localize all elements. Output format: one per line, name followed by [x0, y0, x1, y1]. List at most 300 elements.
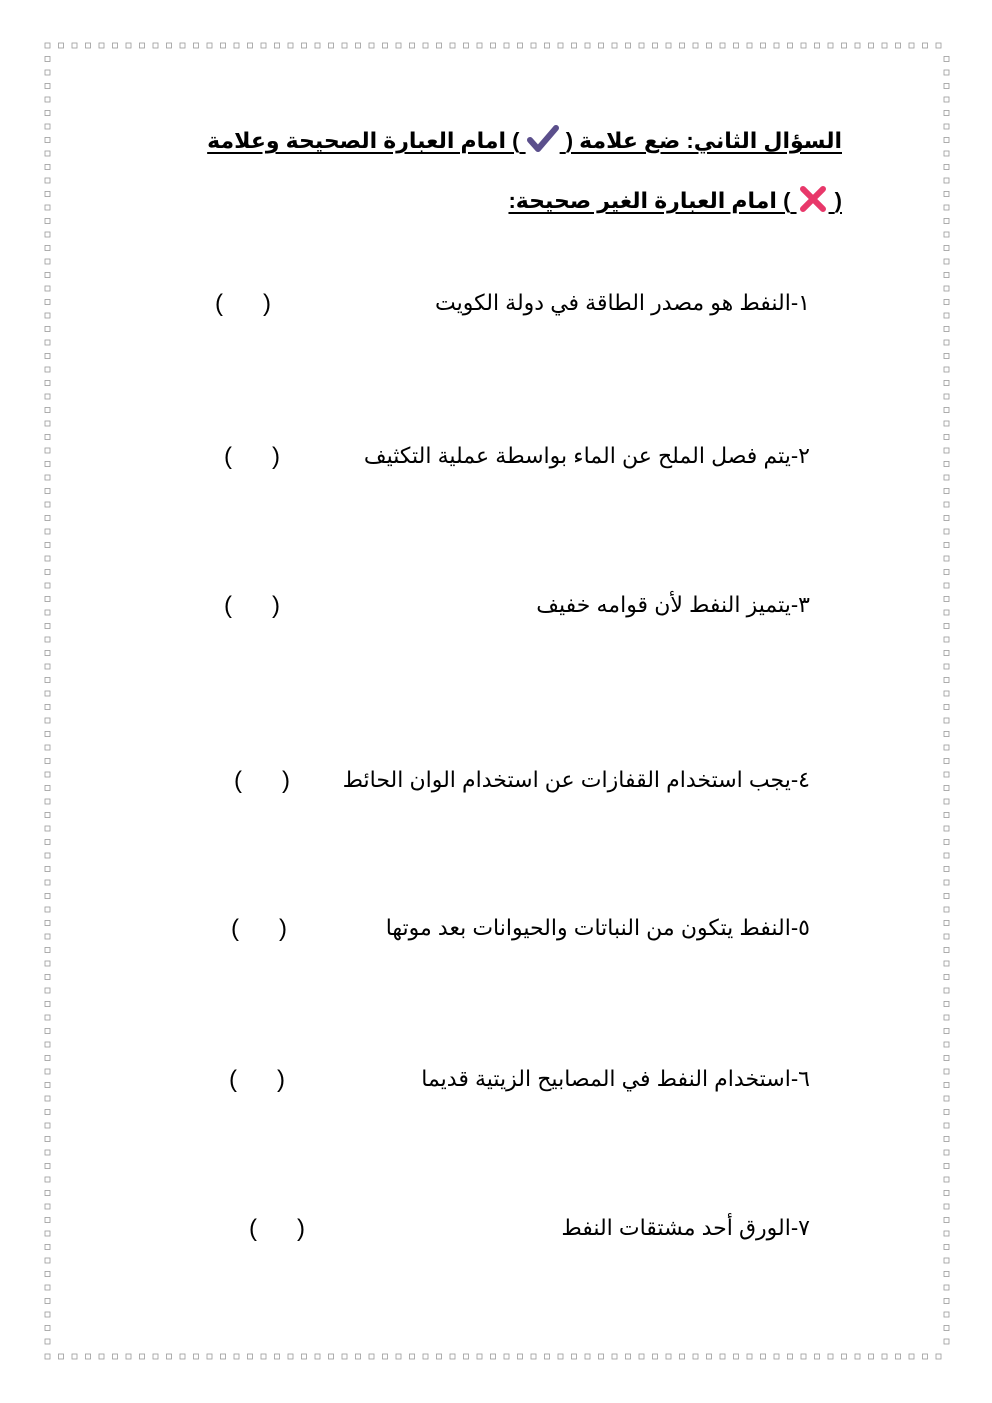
- border-dot: [944, 1204, 949, 1209]
- border-dot: [491, 43, 496, 48]
- border-dot: [45, 192, 50, 197]
- border-dot: [944, 502, 949, 507]
- border-dot: [45, 286, 50, 291]
- border-dot: [45, 1029, 50, 1034]
- border-dot: [944, 313, 949, 318]
- border-dot: [45, 840, 50, 845]
- border-dot: [944, 745, 949, 750]
- border-dot: [774, 1354, 779, 1359]
- border-dot: [126, 43, 131, 48]
- border-dot: [815, 1354, 820, 1359]
- question-2: ٢-يتم فصل الملح عن الماء بواسطة عملية التكثيف: [363, 443, 810, 468]
- border-dot: [45, 111, 50, 116]
- border-dot: [45, 354, 50, 359]
- border-dot: [545, 1354, 550, 1359]
- border-dot: [45, 651, 50, 656]
- border-dot: [869, 43, 874, 48]
- border-dot: [531, 1354, 536, 1359]
- border-dot: [302, 1354, 307, 1359]
- border-dot: [558, 43, 563, 48]
- border-dot: [923, 43, 928, 48]
- border-dot: [45, 408, 50, 413]
- border-dot: [180, 1354, 185, 1359]
- border-dot: [944, 1231, 949, 1236]
- border-dot: [45, 624, 50, 629]
- border-dot: [410, 43, 415, 48]
- border-dot: [639, 1354, 644, 1359]
- border-dot: [45, 1083, 50, 1088]
- border-dot: [944, 948, 949, 953]
- border-dot: [531, 43, 536, 48]
- border-dot: [45, 556, 50, 561]
- border-dot: [944, 219, 949, 224]
- question-3: ٣-يتميز النفط لأن قوامه خفيف: [536, 592, 810, 617]
- border-dot: [944, 421, 949, 426]
- border-dot: [167, 43, 172, 48]
- border-dot: [944, 1285, 949, 1290]
- border-dot: [944, 327, 949, 332]
- border-dot: [518, 1354, 523, 1359]
- border-dot: [45, 70, 50, 75]
- border-dot: [653, 1354, 658, 1359]
- border-dot: [45, 948, 50, 953]
- border-dot: [707, 43, 712, 48]
- border-dot: [45, 178, 50, 183]
- border-dot: [734, 1354, 739, 1359]
- border-dot: [45, 1150, 50, 1155]
- border-dot: [491, 1354, 496, 1359]
- border-dot: [653, 43, 658, 48]
- border-dot: [944, 70, 949, 75]
- border-dot: [909, 43, 914, 48]
- border-dot: [45, 394, 50, 399]
- answer-box-2[interactable]: ( ): [224, 443, 280, 470]
- border-dot: [194, 1354, 199, 1359]
- border-dot: [356, 1354, 361, 1359]
- border-dot: [944, 1029, 949, 1034]
- border-dot: [383, 1354, 388, 1359]
- border-dot: [45, 57, 50, 62]
- border-dot: [45, 97, 50, 102]
- border-dot: [599, 43, 604, 48]
- border-dot: [45, 1354, 50, 1359]
- border-dot: [45, 813, 50, 818]
- border-dot: [944, 934, 949, 939]
- border-dot: [45, 165, 50, 170]
- border-dot: [153, 43, 158, 48]
- border-dot: [558, 1354, 563, 1359]
- border-dot: [342, 1354, 347, 1359]
- border-dot: [45, 1218, 50, 1223]
- border-dot: [45, 529, 50, 534]
- border-dot: [126, 1354, 131, 1359]
- border-dot: [45, 921, 50, 926]
- border-dot: [113, 43, 118, 48]
- border-dot: [944, 1096, 949, 1101]
- border-dot: [585, 43, 590, 48]
- border-dot: [944, 178, 949, 183]
- border-dot: [944, 165, 949, 170]
- border-dot: [45, 826, 50, 831]
- border-dot: [761, 1354, 766, 1359]
- border-dot: [944, 772, 949, 777]
- border-dot: [944, 543, 949, 548]
- border-dot: [45, 597, 50, 602]
- border-dot: [45, 786, 50, 791]
- border-dot: [545, 43, 550, 48]
- border-dot: [944, 1069, 949, 1074]
- border-dot: [45, 678, 50, 683]
- border-dot: [180, 43, 185, 48]
- border-dot: [944, 1110, 949, 1115]
- border-dot: [944, 583, 949, 588]
- border-dot: [944, 1042, 949, 1047]
- border-dot: [944, 192, 949, 197]
- border-dot: [383, 43, 388, 48]
- border-dot: [585, 1354, 590, 1359]
- border-dot: [45, 543, 50, 548]
- question-6: ٦-استخدام النفط في المصابيح الزيتية قديما: [421, 1066, 810, 1091]
- border-dot: [944, 664, 949, 669]
- instruction-line-2-start: (: [834, 187, 842, 213]
- border-dot: [45, 462, 50, 467]
- border-dot: [45, 759, 50, 764]
- border-dot: [396, 1354, 401, 1359]
- border-dot: [45, 502, 50, 507]
- border-dot: [45, 381, 50, 386]
- border-dot: [45, 1272, 50, 1277]
- border-dot: [944, 367, 949, 372]
- border-dot: [45, 1191, 50, 1196]
- border-dot: [329, 1354, 334, 1359]
- border-dot: [944, 489, 949, 494]
- border-dot: [944, 1272, 949, 1277]
- border-dot: [944, 138, 949, 143]
- border-dot: [410, 1354, 415, 1359]
- border-dot: [944, 1123, 949, 1128]
- border-dot: [944, 732, 949, 737]
- border-dot: [680, 1354, 685, 1359]
- border-dot: [599, 1354, 604, 1359]
- border-dot: [944, 921, 949, 926]
- border-dot: [99, 1354, 104, 1359]
- border-dot: [944, 651, 949, 656]
- answer-box-3[interactable]: ( ): [224, 592, 280, 619]
- border-dot: [944, 1299, 949, 1304]
- border-dot: [693, 43, 698, 48]
- border-dot: [944, 232, 949, 237]
- border-dot: [45, 732, 50, 737]
- border-dot: [842, 1354, 847, 1359]
- border-dot: [944, 678, 949, 683]
- border-dot: [842, 43, 847, 48]
- page-border: [44, 42, 950, 1360]
- border-dot: [221, 43, 226, 48]
- border-dot: [944, 624, 949, 629]
- border-dot: [248, 43, 253, 48]
- border-dot: [45, 421, 50, 426]
- answer-box-5[interactable]: ( ): [231, 915, 287, 942]
- border-dot: [944, 961, 949, 966]
- border-dot: [572, 43, 577, 48]
- border-dot: [944, 1177, 949, 1182]
- border-dot: [944, 786, 949, 791]
- border-dot: [855, 43, 860, 48]
- border-dot: [828, 43, 833, 48]
- border-dot: [944, 394, 949, 399]
- border-dot: [45, 232, 50, 237]
- border-dot: [329, 43, 334, 48]
- border-dot: [369, 1354, 374, 1359]
- border-dot: [944, 610, 949, 615]
- instruction-line-2-end: ) امام العبارة الغير صحيحة:: [508, 187, 791, 213]
- border-dot: [944, 570, 949, 575]
- border-dot: [944, 435, 949, 440]
- border-dot: [944, 111, 949, 116]
- border-dot: [612, 1354, 617, 1359]
- border-dot: [944, 1083, 949, 1088]
- instruction-line-1-end: ) امام العبارة الصحيحة وعلامة: [207, 127, 520, 153]
- border-dot: [45, 435, 50, 440]
- border-dot: [45, 340, 50, 345]
- border-dot: [59, 1354, 64, 1359]
- border-dot: [207, 43, 212, 48]
- border-dot: [693, 1354, 698, 1359]
- border-dot: [801, 1354, 806, 1359]
- border-dot: [788, 43, 793, 48]
- border-dot: [45, 1069, 50, 1074]
- border-dot: [944, 84, 949, 89]
- border-dot: [761, 43, 766, 48]
- border-dot: [944, 516, 949, 521]
- border-dot: [944, 799, 949, 804]
- border-dot: [944, 300, 949, 305]
- border-dot: [477, 1354, 482, 1359]
- border-dot: [140, 1354, 145, 1359]
- border-dot: [944, 1002, 949, 1007]
- border-dot: [45, 1231, 50, 1236]
- border-dot: [504, 43, 509, 48]
- border-dot: [45, 705, 50, 710]
- border-dot: [45, 934, 50, 939]
- border-dot: [612, 43, 617, 48]
- border-dot: [626, 1354, 631, 1359]
- border-dot: [944, 124, 949, 129]
- border-dot: [45, 583, 50, 588]
- border-dot: [944, 880, 949, 885]
- border-dot: [774, 43, 779, 48]
- border-dot: [261, 1354, 266, 1359]
- border-dot: [45, 1164, 50, 1169]
- border-dot: [45, 475, 50, 480]
- border-dot: [944, 853, 949, 858]
- border-dot: [639, 43, 644, 48]
- border-dot: [45, 745, 50, 750]
- border-dot: [944, 246, 949, 251]
- border-dot: [944, 691, 949, 696]
- border-dot: [45, 975, 50, 980]
- border-dot: [45, 894, 50, 899]
- border-dot: [747, 1354, 752, 1359]
- border-dot: [944, 354, 949, 359]
- border-dot: [423, 43, 428, 48]
- border-dot: [944, 826, 949, 831]
- instruction-line-1: [202, 124, 842, 160]
- border-dot: [944, 1056, 949, 1061]
- border-dot: [113, 1354, 118, 1359]
- answer-box-1[interactable]: ( ): [215, 290, 271, 317]
- border-dot: [944, 759, 949, 764]
- border-dot: [923, 1354, 928, 1359]
- border-dot: [45, 1137, 50, 1142]
- border-dot: [464, 1354, 469, 1359]
- border-dot: [944, 1218, 949, 1223]
- border-dot: [45, 1123, 50, 1128]
- border-dot: [944, 867, 949, 872]
- border-dot: [944, 1150, 949, 1155]
- cross-mark-icon: [797, 184, 829, 220]
- answer-box-7[interactable]: ( ): [249, 1215, 305, 1242]
- instruction-line-2: [202, 184, 842, 220]
- border-dot: [944, 1164, 949, 1169]
- border-dot: [45, 273, 50, 278]
- border-dot: [944, 529, 949, 534]
- border-dot: [572, 1354, 577, 1359]
- border-dot: [45, 853, 50, 858]
- border-dot: [944, 1137, 949, 1142]
- border-dot: [153, 1354, 158, 1359]
- border-dot: [747, 43, 752, 48]
- border-dot: [936, 43, 941, 48]
- border-dot: [45, 1326, 50, 1331]
- border-dot: [45, 718, 50, 723]
- border-dot: [944, 813, 949, 818]
- border-dot: [944, 448, 949, 453]
- border-dot: [86, 1354, 91, 1359]
- border-dot: [944, 637, 949, 642]
- border-dot: [464, 43, 469, 48]
- border-dot: [944, 1326, 949, 1331]
- border-dot: [437, 43, 442, 48]
- border-dot: [45, 300, 50, 305]
- border-dot: [45, 799, 50, 804]
- question-7: ٧-الورق أحد مشتقات النفط: [561, 1215, 810, 1240]
- border-dot: [45, 259, 50, 264]
- instruction-line-1-start: السؤال الثاني: ضع علامة (: [565, 127, 842, 153]
- border-dot: [944, 462, 949, 467]
- border-dot: [944, 556, 949, 561]
- border-dot: [944, 1015, 949, 1020]
- border-dot: [944, 597, 949, 602]
- border-dot: [944, 151, 949, 156]
- border-dot: [944, 286, 949, 291]
- border-dot: [734, 43, 739, 48]
- border-dot: [369, 43, 374, 48]
- border-dot: [944, 475, 949, 480]
- border-dot: [518, 43, 523, 48]
- border-dot: [626, 43, 631, 48]
- border-dot: [936, 1354, 941, 1359]
- border-dot: [828, 1354, 833, 1359]
- border-dot: [944, 381, 949, 386]
- border-dot: [45, 570, 50, 575]
- border-dot: [45, 124, 50, 129]
- border-dot: [437, 1354, 442, 1359]
- border-dot: [450, 1354, 455, 1359]
- border-dot: [666, 1354, 671, 1359]
- border-dot: [315, 43, 320, 48]
- border-dot: [45, 246, 50, 251]
- border-dot: [45, 1204, 50, 1209]
- border-dot: [869, 1354, 874, 1359]
- border-dot: [342, 43, 347, 48]
- border-dot: [944, 57, 949, 62]
- border-dot: [234, 1354, 239, 1359]
- border-dot: [72, 43, 77, 48]
- border-dot: [45, 1245, 50, 1250]
- border-dot: [45, 867, 50, 872]
- border-dot: [45, 138, 50, 143]
- border-dot: [944, 1191, 949, 1196]
- border-dot: [167, 1354, 172, 1359]
- border-dot: [45, 1299, 50, 1304]
- border-dot: [45, 1339, 50, 1344]
- border-dot: [45, 327, 50, 332]
- border-dot: [45, 313, 50, 318]
- border-dot: [944, 1339, 949, 1344]
- border-dot: [234, 43, 239, 48]
- border-dot: [275, 1354, 280, 1359]
- border-dot: [261, 43, 266, 48]
- border-dot: [275, 43, 280, 48]
- border-dot: [45, 1285, 50, 1290]
- border-dot: [882, 43, 887, 48]
- border-dot: [720, 43, 725, 48]
- border-dot: [45, 1015, 50, 1020]
- border-dot: [45, 610, 50, 615]
- border-dot: [882, 1354, 887, 1359]
- border-dot: [45, 1056, 50, 1061]
- border-dot: [302, 43, 307, 48]
- border-dot: [944, 340, 949, 345]
- border-dot: [45, 907, 50, 912]
- border-dot: [45, 637, 50, 642]
- border-dot: [45, 516, 50, 521]
- border-dot: [944, 718, 949, 723]
- border-dot: [45, 1312, 50, 1317]
- question-4: ٤-يجب استخدام القفازات عن استخدام الوان الحائط: [342, 767, 810, 792]
- answer-box-4[interactable]: ( ): [234, 767, 290, 794]
- border-dot: [59, 43, 64, 48]
- border-dot: [45, 1002, 50, 1007]
- border-dot: [45, 205, 50, 210]
- question-1: ١-النفط هو مصدر الطاقة في دولة الكويت: [435, 290, 810, 315]
- border-dot: [45, 664, 50, 669]
- border-dot: [944, 894, 949, 899]
- border-dot: [896, 43, 901, 48]
- border-dot: [248, 1354, 253, 1359]
- border-dot: [944, 907, 949, 912]
- border-dot: [944, 1258, 949, 1263]
- border-dot: [815, 43, 820, 48]
- answer-box-6[interactable]: ( ): [229, 1066, 285, 1093]
- border-dot: [944, 988, 949, 993]
- border-dot: [450, 43, 455, 48]
- border-dot: [45, 1110, 50, 1115]
- border-dot: [666, 43, 671, 48]
- border-dot: [45, 84, 50, 89]
- border-dot: [45, 691, 50, 696]
